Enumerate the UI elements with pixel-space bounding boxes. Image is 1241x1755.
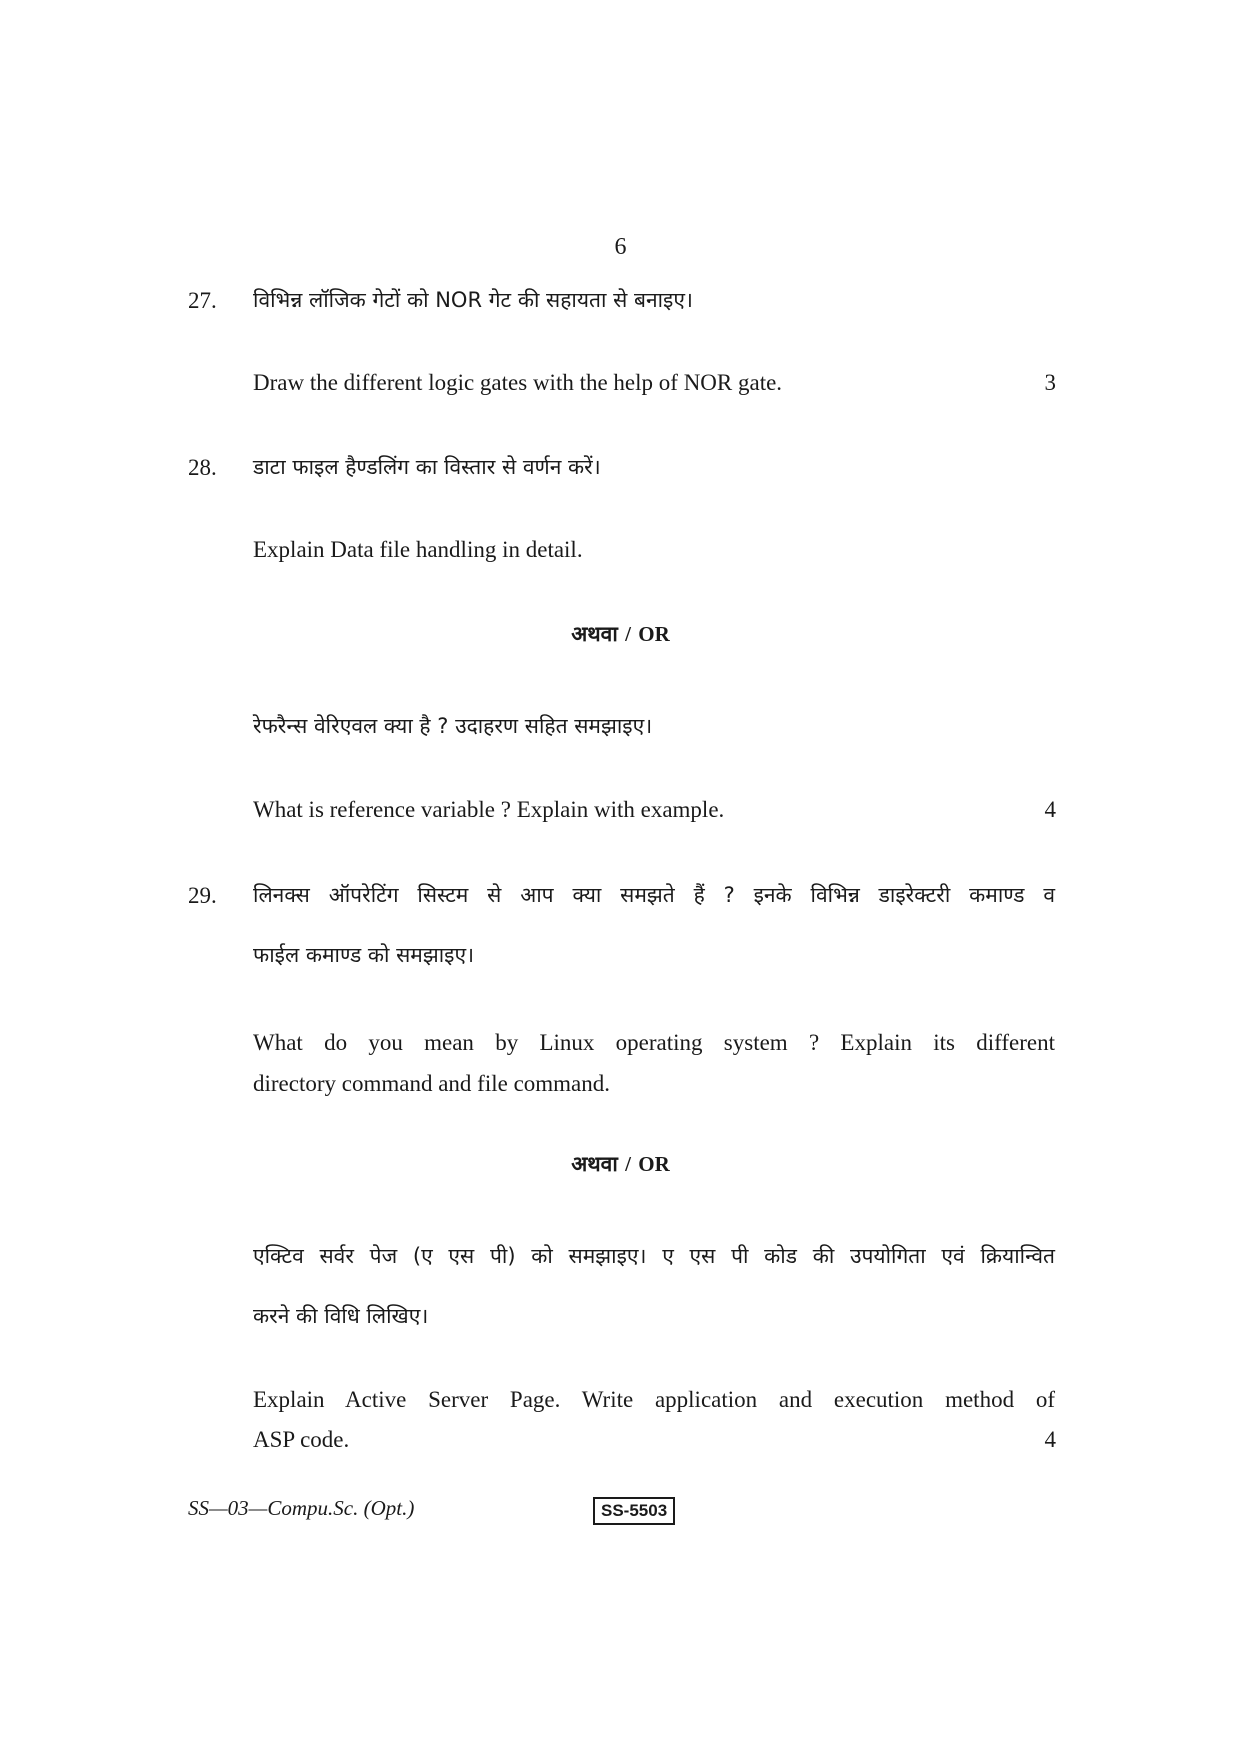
or-separator: / xyxy=(625,622,631,646)
paper-code-box: SS-5503 xyxy=(593,1497,675,1525)
or-label-hindi: अथवा xyxy=(571,622,618,646)
subject-code: SS—03—Compu.Sc. (Opt.) xyxy=(188,1496,415,1520)
or-separator: / xyxy=(625,1152,631,1176)
or-label-hindi: अथवा xyxy=(571,1152,618,1176)
question-number: 29. xyxy=(188,883,217,908)
or-divider xyxy=(0,620,1241,648)
or-divider xyxy=(0,1150,1241,1178)
question-text-hindi: डाटा फाइल हैण्डलिंग का विस्तार से वर्णन करें। xyxy=(253,455,601,479)
question-number: 27. xyxy=(188,288,217,313)
alternative-text-english-line-1: Explain Active Server Page. Write application and execution method of xyxy=(253,1387,1055,1412)
alternative-text-hindi: रेफरैन्स वेरिएवल क्या है ? उदाहरण सहित समझाइए। xyxy=(253,714,653,738)
question-text-english-line-1: What do you mean by Linux operating system ? Explain its different xyxy=(253,1030,1055,1055)
or-label-english: OR xyxy=(638,622,670,646)
alternative-text-hindi-line-1: एक्टिव सर्वर पेज (ए एस पी) को समझाइए। ए एस पी कोड की उपयोगिता एवं क्रियान्वित xyxy=(253,1244,1055,1268)
or-label-english: OR xyxy=(638,1152,670,1176)
question-text-english-line-2: directory command and file command. xyxy=(253,1071,611,1096)
question-marks: 4 xyxy=(1044,1427,1056,1452)
question-text-english: Explain Data file handling in detail. xyxy=(253,537,583,562)
page-number: 6 xyxy=(614,234,627,260)
question-marks: 3 xyxy=(1044,370,1056,395)
alternative-text-english-line-2: ASP code. xyxy=(253,1427,350,1452)
question-number: 28. xyxy=(188,455,217,480)
question-marks: 4 xyxy=(1044,797,1056,822)
question-text-hindi-line-2: फाईल कमाण्ड को समझाइए। xyxy=(253,943,475,967)
alternative-text-hindi-line-2: करने की विधि लिखिए। xyxy=(253,1304,429,1328)
question-text-hindi: विभिन्न लॉजिक गेटों को NOR गेट की सहायता से बनाइए। xyxy=(253,288,693,312)
question-text-hindi-line-1: लिनक्स ऑपरेटिंग सिस्टम से आप क्या समझते हैं ? इनके विभिन्न डाइरेक्टरी कमाण्ड व xyxy=(253,883,1055,907)
alternative-text-english: What is reference variable ? Explain with example. xyxy=(253,797,725,822)
question-text-english: Draw the different logic gates with the help of NOR gate. xyxy=(253,370,783,395)
